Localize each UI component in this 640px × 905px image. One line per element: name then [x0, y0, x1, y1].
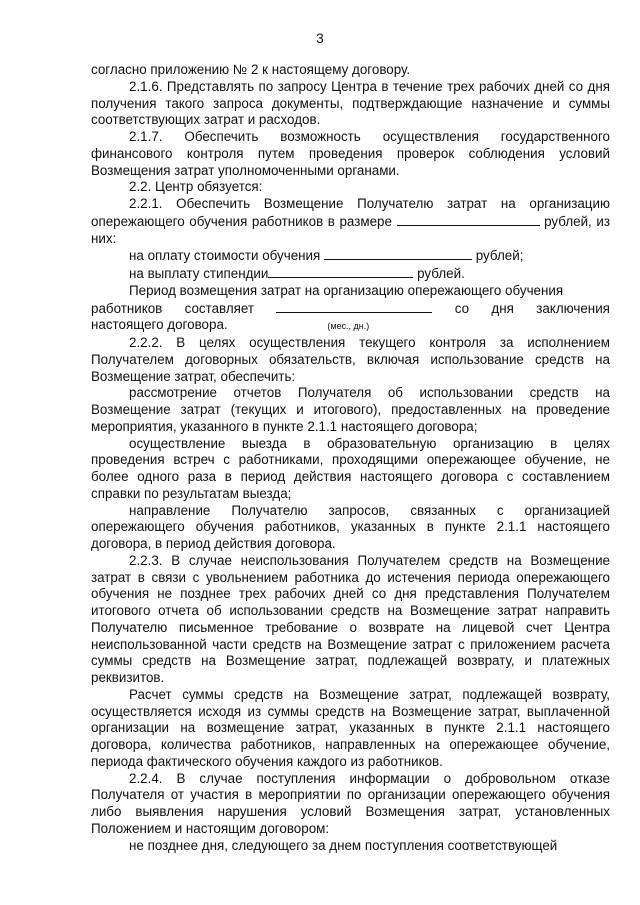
cost-blank	[324, 247, 472, 260]
period-blank	[276, 300, 432, 313]
section-2-2-heading: 2.2. Центр обязуется:	[129, 179, 263, 195]
period-word-1: работников	[91, 300, 163, 316]
clause-2-2-4: 2.2.4. В случае поступления информации о добровольном отказе Получателя от участия в мероприятии по организации опережающего обучения либо выявления нарушения условий Возмещения затрат, установленных Положением и настоящим договором:	[91, 770, 610, 836]
clause-2-2-2-item-1: рассмотрение отчетов Получателя об использовании средств на Возмещение затрат (текущих и итогового), предоставленных на проведение мероприятия, указанного в пункте 2.1.1 настоящего договора;	[91, 385, 610, 434]
clause-2-2-1-tail: из них:	[91, 213, 610, 246]
clause-2-2-2: 2.2.2. В целях осуществления текущего контроля за исполнением Получателем договорных обязательств, включая использование средств на Возмещение затрат, обеспечить:	[91, 335, 610, 384]
period-word-5: заключения	[536, 300, 610, 316]
period-word-4: дня	[491, 300, 514, 316]
period-word-2: составляет	[184, 300, 255, 316]
clause-2-2-1	[91, 196, 610, 247]
stipend-label: на выплату стипендии	[129, 266, 269, 281]
clause-2-1-7: 2.1.7. Обеспечить возможность осуществления государственного финансового контроля путем проведения проверок соблюдения условий Возмещения затрат уполномоченными органами.	[91, 129, 610, 178]
clause-2-2-3: 2.2.3. В случае неиспользования Получателем средств на Возмещение затрат в связи с увольнением работника до истечения периода опережающего обучения не позднее трех рабочих дней со дня представления Получателем итогового отчета об использовании средств на Возмещение затрат направить Получателю письменное требование о возврате на лицевой счет Центра неиспользованной части средств на Возмещение затрат с приложением расчета суммы средств на Возмещение затрат, подлежащей возврату, и платежных реквизитов.	[91, 552, 610, 685]
clause-2-2-1-text: 2.2.1. Обеспечить Возмещение Получателю затрат на организацию опережающего обучения работников в размере	[91, 196, 610, 229]
period-line-2	[91, 300, 610, 318]
period-line-1: Период возмещения затрат на организацию опережающего обучения	[129, 282, 564, 298]
stipend-line	[91, 265, 610, 283]
clause-2-2-4-item-1: не позднее дня, следующего за днем поступления соответствующей	[129, 837, 558, 853]
period-hint: (мес., дн.)	[327, 321, 370, 332]
cost-label: на оплату стоимости обучения	[129, 248, 321, 264]
period-word-3: со	[454, 300, 470, 316]
clause-2-2-2-item-3: направление Получателю запросов, связанных с организацией опережающего обучения работников, указанных в пункте 2.1.1 настоящего договора, в период действия договора.	[91, 502, 610, 551]
period-line-3	[91, 317, 610, 335]
stipend-blank	[268, 265, 413, 278]
cost-unit: рублей;	[475, 248, 524, 264]
cost-line	[91, 247, 610, 265]
amount-blank	[397, 213, 540, 226]
clause-2-2-3-calculation: Расчет суммы средств на Возмещение затрат, подлежащей возврату, осуществляется исходя из суммы средств на Возмещение затрат, выплаченной организации на возмещение затрат, указанных в пункте 2.1.1 настоящего договора, количества работников, направленных на опережающее обучение, периода фактического обучения каждого из работников.	[91, 686, 610, 769]
clause-2-2-2-item-2: осуществление выезда в образовательную организацию в целях проведения встреч с работниками, проходящими опережающее обучение, не более одного раза в период действия настоящего договора с составлением справки по результатам выезда;	[91, 435, 610, 501]
period-tail: настоящего договора.	[91, 317, 228, 333]
document-body	[91, 62, 610, 854]
paragraph-continuation: согласно приложению № 2 к настоящему договору.	[91, 62, 411, 77]
stipend-unit: рублей.	[417, 266, 465, 281]
page-number: 3	[316, 31, 324, 46]
clause-2-1-6: 2.1.6. Представлять по запросу Центра в течение трех рабочих дней со дня получения такого запроса документы, подтверждающие назначение и суммы соответствующих затрат и расходов.	[91, 78, 610, 128]
amount-unit: рублей,	[544, 213, 592, 229]
